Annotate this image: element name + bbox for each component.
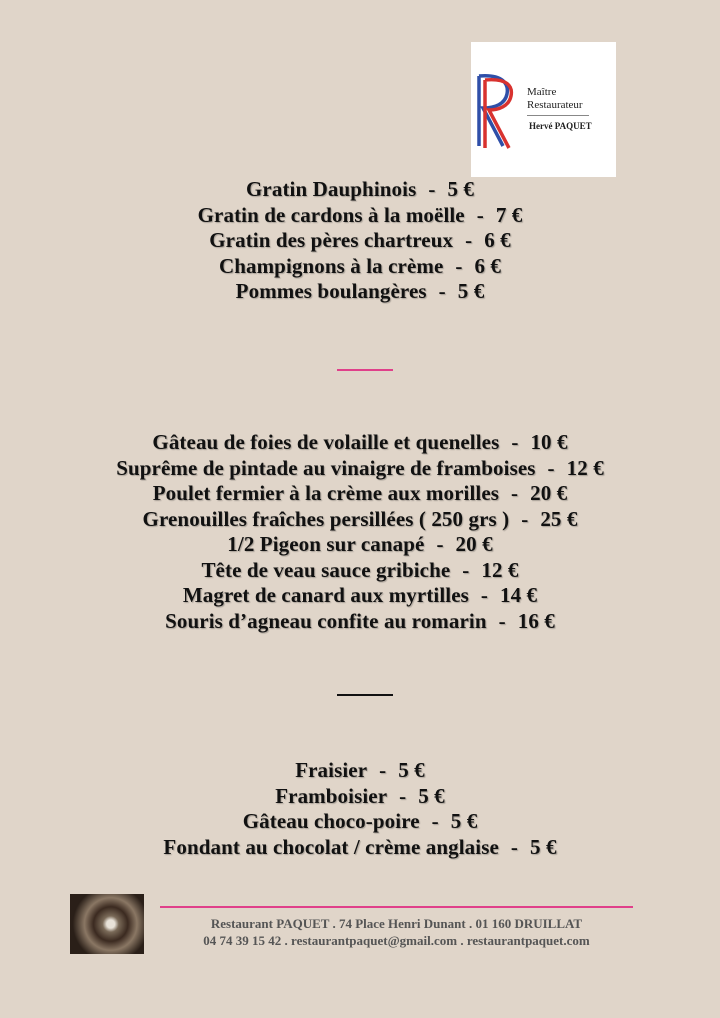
menu-item [0, 558, 720, 584]
section-divider-pink [337, 369, 393, 371]
menu-item [0, 177, 720, 203]
menu-item-price: 6 € [474, 253, 502, 278]
menu-item-dash: - [455, 253, 463, 278]
menu-item [0, 279, 720, 305]
menu-item-dash: - [480, 583, 488, 607]
menu-item [0, 481, 720, 507]
footer-photo [70, 894, 144, 954]
logo-owner-name: Hervé PAQUET [529, 121, 592, 131]
menu-item-price: 5 € [530, 834, 557, 859]
menu-item-dash: - [431, 809, 439, 833]
menu-item [0, 507, 720, 533]
menu-item [0, 835, 720, 861]
menu-item-dash: - [521, 506, 529, 531]
menu-item-name: Poulet fermier à la crème aux morilles [152, 481, 500, 505]
menu-item-name: Champignons à la crème [218, 253, 444, 278]
menu-item [0, 609, 720, 635]
menu-item-dash: - [428, 177, 436, 201]
menu-item-price: 14 € [500, 583, 538, 607]
menu-item-dash: - [510, 834, 519, 859]
menu-item-dash: - [465, 228, 473, 252]
menu-item-name: Gâteau de foies de volaille et quenelles [152, 430, 500, 454]
menu-item [0, 456, 720, 482]
menu-item-dash: - [511, 430, 519, 454]
menu-item-name: Framboisier [275, 783, 388, 808]
menu-item-name: 1/2 Pigeon sur canapé [227, 532, 425, 556]
menu-item-price: 12 € [481, 557, 519, 582]
menu-item-price: 5 € [457, 279, 485, 303]
menu-section-mains [0, 430, 720, 634]
menu-item-name: Gratin des pères chartreux [209, 228, 454, 252]
menu-item-name: Tête de veau sauce gribiche [201, 557, 451, 582]
menu-item-name: Gratin de cardons à la moëlle [197, 202, 465, 227]
menu-item-dash: - [438, 279, 446, 303]
footer-contact: 04 74 39 15 42 . restaurantpaquet@gmail.com . restaurantpaquet.com [203, 933, 590, 948]
menu-item-price: 10 € [530, 430, 568, 454]
menu-item [0, 228, 720, 254]
menu-item-price: 12 € [566, 455, 604, 480]
logo-divider [527, 115, 589, 116]
menu-item-price: 20 € [530, 481, 568, 505]
menu-item-dash: - [436, 532, 444, 556]
menu-item-price: 20 € [455, 532, 493, 556]
menu-item-dash: - [379, 758, 387, 782]
menu-item-dash: - [462, 557, 470, 582]
menu-item [0, 583, 720, 609]
menu-item-price: 25 € [540, 506, 578, 531]
menu-item-dash: - [511, 481, 519, 505]
menu-item-dash: - [476, 202, 484, 227]
menu-item-price: 5 € [398, 758, 425, 782]
maitre-restaurateur-logo [471, 42, 616, 177]
menu-section-sides [0, 177, 720, 305]
menu-item-dash: - [547, 455, 555, 480]
menu-item [0, 784, 720, 810]
menu-item-name: Gratin Dauphinois [246, 177, 417, 201]
menu-item-name: Suprême de pintade au vinaigre de framboises [116, 455, 536, 480]
footer-address: Restaurant PAQUET . 74 Place Henri Dunant . 01 160 DRUILLAT [210, 916, 583, 931]
menu-item [0, 430, 720, 456]
menu-item-name: Grenouilles fraîches persillées ( 250 grs ) [142, 506, 510, 531]
menu-item-name: Pommes boulangères [235, 279, 427, 303]
menu-item-price: 5 € [447, 177, 474, 201]
menu-item [0, 758, 720, 784]
menu-item-price: 7 € [495, 202, 523, 227]
footer-divider [160, 906, 633, 908]
menu-item-dash: - [399, 783, 407, 808]
menu-item-price: 16 € [517, 608, 555, 633]
menu-item [0, 532, 720, 558]
menu-item [0, 254, 720, 280]
logo-text-maitre: Maître [527, 86, 557, 98]
menu-item-name: Magret de canard aux myrtilles [182, 583, 469, 607]
menu-item-name: Gâteau choco-poire [242, 809, 420, 833]
menu-item-dash: - [498, 608, 506, 633]
menu-item-name: Fondant au chocolat / crème anglaise [163, 834, 499, 859]
menu-section-desserts [0, 758, 720, 860]
logo-text-restaurateur: Restaurateur [527, 99, 583, 111]
maitre-restaurateur-r-icon [473, 72, 523, 152]
menu-item [0, 809, 720, 835]
menu-item-name: Souris d’agneau confite au romarin [165, 608, 487, 633]
menu-item-price: 5 € [450, 809, 478, 833]
section-divider-black [337, 694, 393, 696]
menu-item-name: Fraisier [295, 758, 368, 782]
menu-item-price: 6 € [484, 228, 511, 252]
menu-item [0, 203, 720, 229]
menu-item-price: 5 € [418, 783, 445, 808]
